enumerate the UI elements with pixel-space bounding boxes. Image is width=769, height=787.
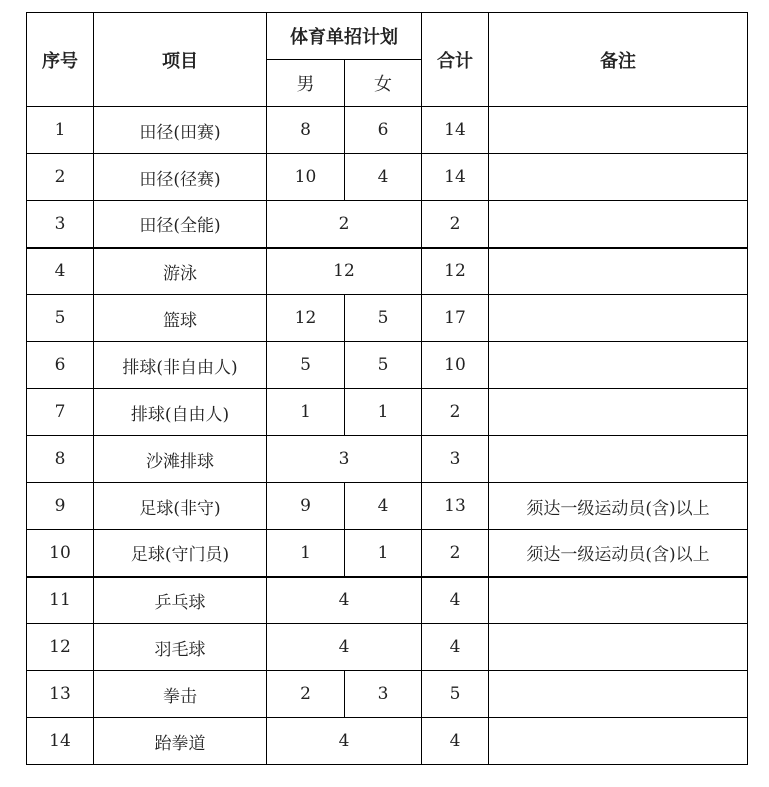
table-row <box>27 201 748 248</box>
table-row <box>27 530 748 577</box>
cell-remark <box>489 342 748 389</box>
cell-combined: 4 <box>267 624 422 671</box>
table-row <box>27 154 748 201</box>
header-item: 项目 <box>94 13 267 107</box>
cell-remark <box>489 624 748 671</box>
table-row <box>27 248 748 295</box>
cell-total: 13 <box>422 483 489 530</box>
cell-combined: 4 <box>267 718 422 765</box>
cell-item: 拳击 <box>94 671 267 718</box>
cell-female: 5 <box>345 295 422 342</box>
cell-seq: 4 <box>27 248 94 295</box>
cell-total: 2 <box>422 530 489 577</box>
cell-remark <box>489 248 748 295</box>
cell-combined: 12 <box>267 248 422 295</box>
header-seq: 序号 <box>27 13 94 107</box>
cell-item: 沙滩排球 <box>94 436 267 483</box>
cell-male: 5 <box>267 342 345 389</box>
cell-item: 乒乓球 <box>94 577 267 624</box>
cell-female: 6 <box>345 107 422 154</box>
cell-male: 9 <box>267 483 345 530</box>
cell-item: 游泳 <box>94 248 267 295</box>
cell-combined: 4 <box>267 577 422 624</box>
cell-item: 跆拳道 <box>94 718 267 765</box>
cell-item: 足球(非守) <box>94 483 267 530</box>
cell-item: 足球(守门员) <box>94 530 267 577</box>
cell-item: 田径(全能) <box>94 201 267 248</box>
cell-total: 14 <box>422 107 489 154</box>
cell-seq: 12 <box>27 624 94 671</box>
header-remark: 备注 <box>489 13 748 107</box>
cell-item: 羽毛球 <box>94 624 267 671</box>
cell-item: 田径(田赛) <box>94 107 267 154</box>
cell-total: 4 <box>422 718 489 765</box>
cell-remark <box>489 107 748 154</box>
cell-combined: 3 <box>267 436 422 483</box>
cell-remark <box>489 154 748 201</box>
cell-remark <box>489 577 748 624</box>
cell-seq: 13 <box>27 671 94 718</box>
table-row <box>27 718 748 765</box>
cell-total: 10 <box>422 342 489 389</box>
cell-combined: 2 <box>267 201 422 248</box>
cell-seq: 7 <box>27 389 94 436</box>
table-row <box>27 107 748 154</box>
cell-total: 3 <box>422 436 489 483</box>
cell-total: 2 <box>422 389 489 436</box>
cell-total: 4 <box>422 624 489 671</box>
cell-male: 1 <box>267 530 345 577</box>
header-male: 男 <box>267 60 345 107</box>
table-row <box>27 436 748 483</box>
cell-remark <box>489 718 748 765</box>
table-row <box>27 389 748 436</box>
cell-seq: 5 <box>27 295 94 342</box>
cell-remark <box>489 389 748 436</box>
table-row <box>27 671 748 718</box>
cell-seq: 2 <box>27 154 94 201</box>
cell-item: 排球(非自由人) <box>94 342 267 389</box>
cell-remark <box>489 295 748 342</box>
cell-total: 5 <box>422 671 489 718</box>
cell-item: 田径(径赛) <box>94 154 267 201</box>
cell-male: 12 <box>267 295 345 342</box>
cell-male: 2 <box>267 671 345 718</box>
cell-total: 17 <box>422 295 489 342</box>
cell-total: 4 <box>422 577 489 624</box>
cell-item: 排球(自由人) <box>94 389 267 436</box>
table-row <box>27 483 748 530</box>
header-female: 女 <box>345 60 422 107</box>
cell-total: 12 <box>422 248 489 295</box>
cell-female: 5 <box>345 342 422 389</box>
cell-seq: 14 <box>27 718 94 765</box>
cell-seq: 1 <box>27 107 94 154</box>
header-total: 合计 <box>422 13 489 107</box>
cell-male: 1 <box>267 389 345 436</box>
table-row <box>27 624 748 671</box>
cell-female: 4 <box>345 483 422 530</box>
cell-female: 1 <box>345 530 422 577</box>
cell-remark <box>489 201 748 248</box>
table-row <box>27 295 748 342</box>
cell-seq: 3 <box>27 201 94 248</box>
cell-seq: 8 <box>27 436 94 483</box>
cell-seq: 9 <box>27 483 94 530</box>
cell-remark <box>489 671 748 718</box>
sports-admission-plan-table <box>26 12 748 765</box>
table-row <box>27 342 748 389</box>
cell-seq: 6 <box>27 342 94 389</box>
header-plan: 体育单招计划 <box>267 13 422 60</box>
cell-female: 4 <box>345 154 422 201</box>
cell-male: 10 <box>267 154 345 201</box>
cell-remark: 须达一级运动员(含)以上 <box>489 530 748 577</box>
cell-female: 3 <box>345 671 422 718</box>
cell-remark <box>489 436 748 483</box>
cell-remark: 须达一级运动员(含)以上 <box>489 483 748 530</box>
cell-total: 14 <box>422 154 489 201</box>
cell-item: 篮球 <box>94 295 267 342</box>
cell-female: 1 <box>345 389 422 436</box>
table-row <box>27 577 748 624</box>
cell-seq: 11 <box>27 577 94 624</box>
cell-male: 8 <box>267 107 345 154</box>
cell-total: 2 <box>422 201 489 248</box>
cell-seq: 10 <box>27 530 94 577</box>
table-body <box>27 107 748 765</box>
